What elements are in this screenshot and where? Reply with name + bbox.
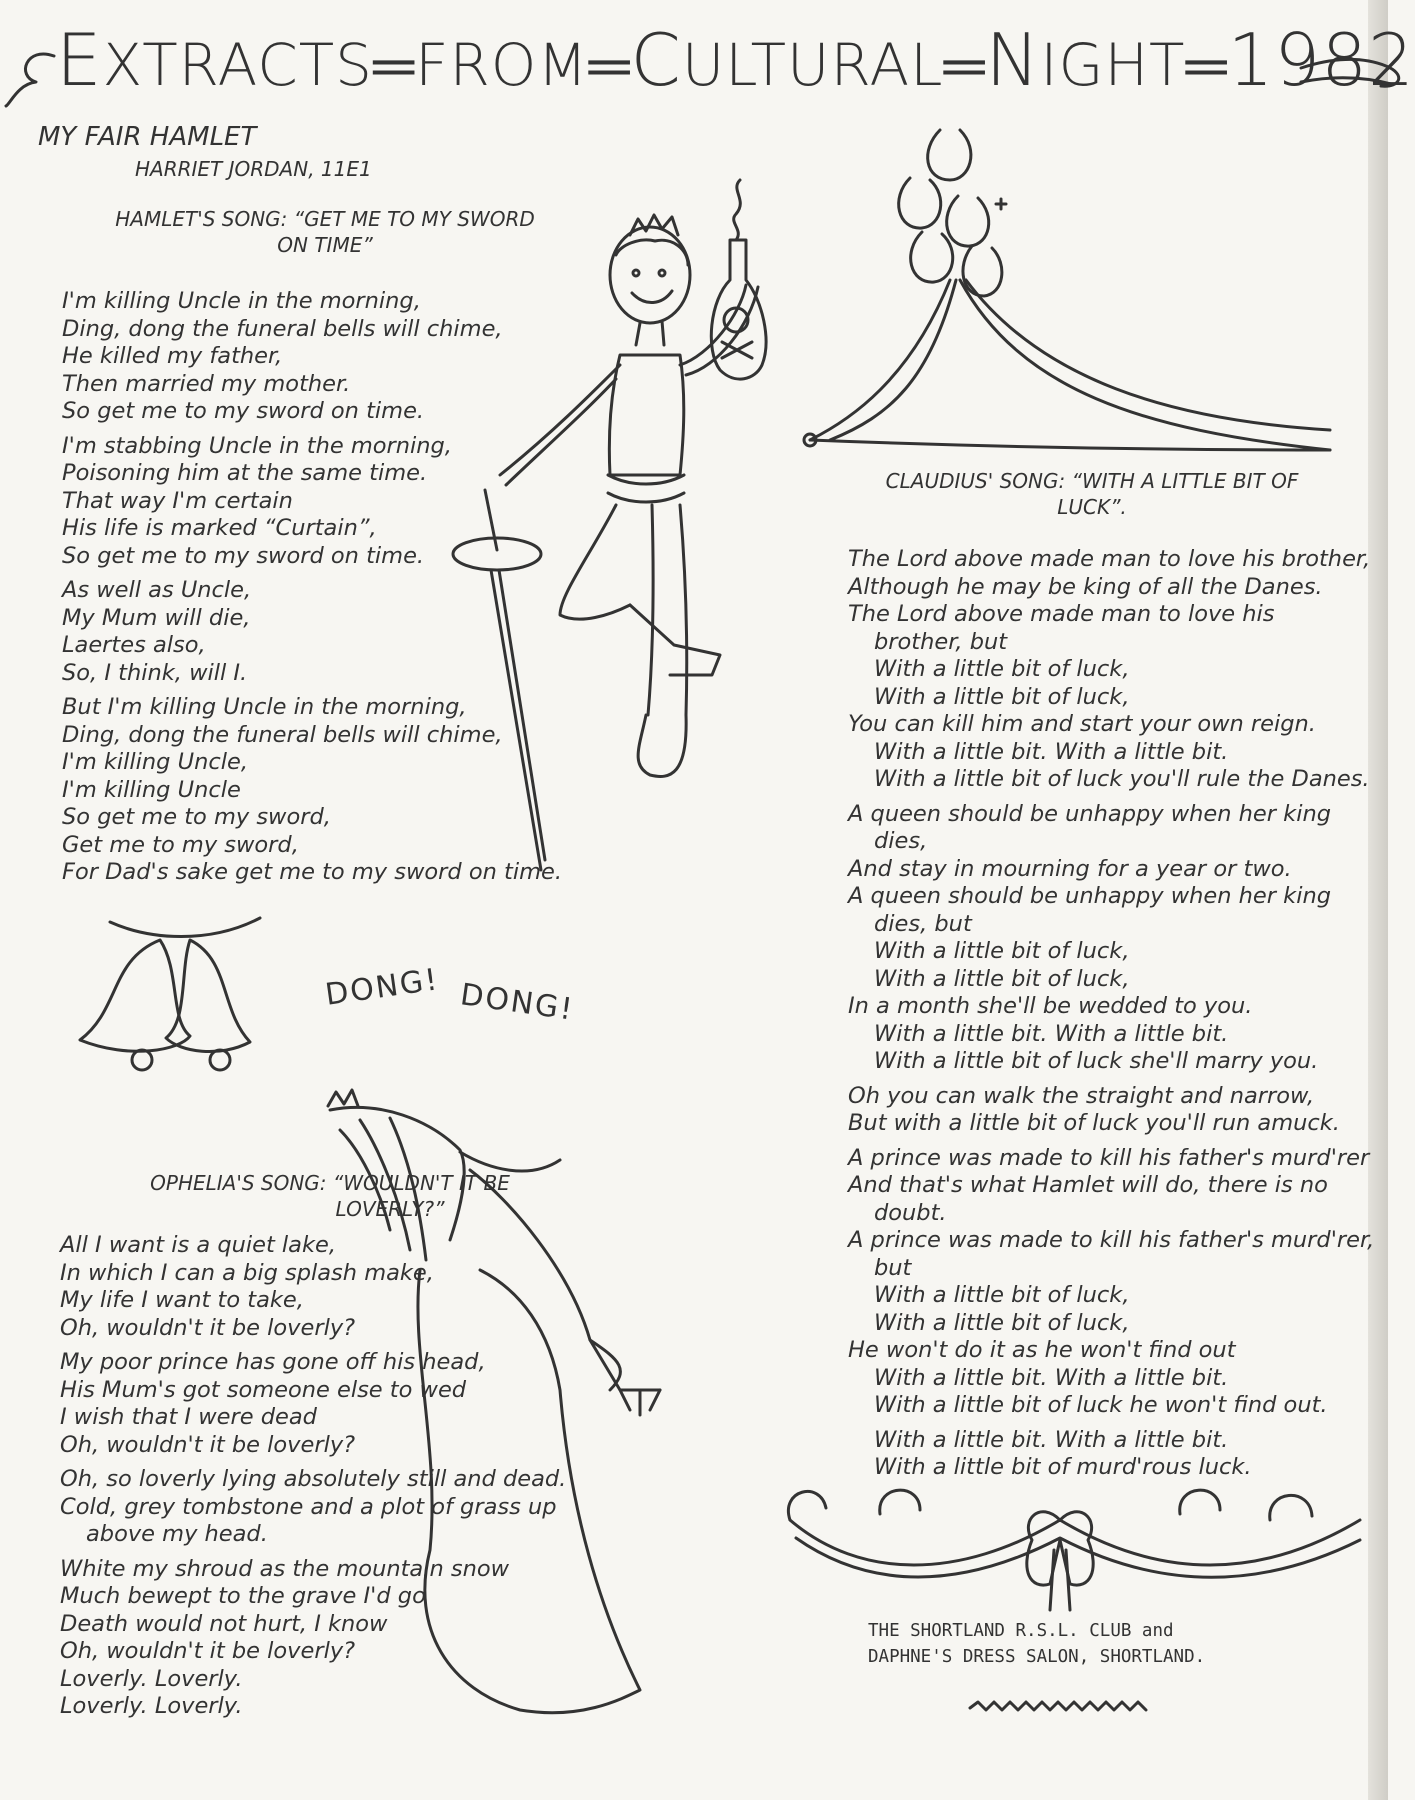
- ophelia-lyric-line: Loverly. Loverly.: [60, 1693, 243, 1719]
- horseshoe-canopy-drawing: [810, 120, 1330, 460]
- ophelia-lyric-line: All I want is a quiet lake,: [60, 1232, 336, 1258]
- claudius-lyric-line: With a little bit of luck,: [874, 965, 1130, 992]
- claudius-lyric-line: Although he may be king of all the Danes.: [848, 573, 1323, 600]
- claudius-lyric-stanza: [848, 546, 1374, 794]
- ophelia-lyric-line: My poor prince has gone off his head,: [60, 1349, 486, 1375]
- claudius-lyric-line: And stay in mourning for a year or two.: [848, 855, 1292, 882]
- hamlet-lyric-line: I'm killing Uncle,: [62, 749, 248, 775]
- hamlet-lyric-line: I'm killing Uncle in the morning,: [62, 288, 421, 314]
- horseshoe-garland-drawing: [760, 1460, 1380, 1610]
- hamlet-lyric-line: Poisoning him at the same time.: [62, 460, 428, 486]
- claudius-lyric-line: With a little bit of luck she'll marry you.: [874, 1048, 1319, 1074]
- claudius-lyric-line: With a little bit of luck you'll rule the Danes.: [874, 766, 1370, 792]
- hamlet-lyric-line: Then married my mother.: [62, 370, 351, 397]
- claudius-lyric-line: With a little bit of murd'rous luck.: [874, 1454, 1252, 1480]
- claudius-lyric-line: A prince was made to kill his father's murd'rer,: [848, 1227, 1375, 1253]
- hamlet-lyric-line: So get me to my sword,: [62, 804, 331, 830]
- ophelia-lyric-stanza: [60, 1349, 566, 1459]
- ophelia-song-lyrics: [60, 1232, 566, 1728]
- ophelia-lyric-line: above my head.: [86, 1521, 268, 1547]
- sword-icon: [445, 490, 565, 910]
- hamlet-lyric-line: My Mum will die,: [62, 604, 251, 631]
- ophelia-lyric-line: Much bewept to the grave I'd go: [60, 1583, 426, 1609]
- claudius-lyric-line: With a little bit of luck he won't find out.: [874, 1392, 1328, 1418]
- title-flourish-left-icon: [6, 46, 66, 116]
- dong-text-2: DONG!: [458, 977, 577, 1028]
- hamlet-lyric-line: He killed my father,: [62, 343, 283, 369]
- claudius-lyric-line: brother, but: [874, 628, 1008, 655]
- claudius-lyric-stanza: [848, 1083, 1374, 1138]
- claudius-lyric-line: But with a little bit of luck you'll run amuck.: [848, 1110, 1340, 1136]
- claudius-lyric-line: With a little bit of luck,: [874, 1282, 1130, 1308]
- dong-text-1: DONG!: [323, 962, 442, 1013]
- claudius-lyric-line: A queen should be unhappy when her king: [848, 883, 1332, 909]
- claudius-lyric-line: A prince was made to kill his father's murd'rer: [848, 1144, 1370, 1171]
- ophelia-song-heading: OPHELIA'S SONG: “WOULDN'T IT BE LOVERLY?”: [150, 1171, 510, 1221]
- claudius-lyric-line: The Lord above made man to love his: [848, 601, 1275, 627]
- claudius-lyric-line: With a little bit. With a little bit.: [874, 1020, 1229, 1047]
- ophelia-lyric-line: Oh, wouldn't it be loverly?: [60, 1314, 356, 1341]
- ophelia-lyric-line: Death would not hurt, I know: [60, 1610, 388, 1637]
- ophelia-lyric-line: Oh, so loverly lying absolutely still and dead.: [60, 1466, 567, 1492]
- claudius-song-lyrics: [848, 546, 1374, 1489]
- claudius-lyric-line: With a little bit of luck,: [874, 683, 1130, 710]
- ophelia-lyric-line: Loverly. Loverly.: [60, 1665, 243, 1692]
- claudius-lyric-line: Oh you can walk the straight and narrow,: [848, 1082, 1315, 1109]
- hamlet-lyric-line: Ding, dong the funeral bells will chime,: [62, 315, 503, 342]
- hamlet-lyric-line: So get me to my sword on time.: [62, 398, 425, 424]
- wedding-bells-drawing: [70, 910, 270, 1080]
- ophelia-lyric-stanza: [60, 1556, 566, 1721]
- hamlet-lyric-line: But I'm killing Uncle in the morning,: [62, 694, 467, 720]
- ophelia-lyric-stanza: [60, 1232, 566, 1342]
- ophelia-lyric-line: White my shroud as the mountain snow: [60, 1555, 510, 1582]
- page-title: EXTRACTS═FROM═CULTURAL═NIGHT═1982: [56, 18, 1356, 118]
- hamlet-lyric-line: As well as Uncle,: [62, 577, 252, 603]
- claudius-lyric-line: dies,: [874, 828, 928, 854]
- claudius-lyric-line: With a little bit of luck,: [874, 656, 1130, 682]
- claudius-lyric-stanza: [848, 801, 1374, 1076]
- hamlet-lyric-line: His life is marked “Curtain”,: [62, 515, 377, 541]
- play-title: MY FAIR HAMLET: [38, 122, 257, 152]
- ophelia-lyric-line: I wish that I were dead: [60, 1404, 317, 1430]
- hamlet-lyric-line: I'm killing Uncle: [62, 776, 241, 803]
- sponsor-text: THE SHORTLAND R.S.L. CLUB and DAPHNE'S DRESS SALON, SHORTLAND.: [868, 1621, 1206, 1667]
- hamlet-lyric-line: For Dad's sake get me to my sword on time.: [62, 859, 562, 885]
- hamlet-lyric-line: Laertes also,: [62, 632, 206, 658]
- claudius-lyric-line: With a little bit of luck,: [874, 1309, 1130, 1336]
- play-author: HARRIET JORDAN, 11E1: [135, 157, 372, 181]
- claudius-lyric-line: dies, but: [874, 910, 972, 937]
- claudius-lyric-line: And that's what Hamlet will do, there is no: [848, 1172, 1328, 1198]
- claudius-lyric-line: With a little bit. With a little bit.: [874, 1426, 1229, 1453]
- scribble-underline-icon: [970, 1698, 1240, 1718]
- ophelia-lyric-line: Cold, grey tombstone and a plot of grass up: [60, 1493, 557, 1520]
- ophelia-lyric-stanza: [60, 1466, 566, 1549]
- hamlet-lyric-line: So get me to my sword on time.: [62, 542, 425, 569]
- ophelia-lyric-line: In which I can a big splash make,: [60, 1259, 434, 1286]
- ophelia-lyric-line: My life I want to take,: [60, 1287, 304, 1313]
- claudius-lyric-line: You can kill him and start your own reign.: [848, 711, 1316, 737]
- hamlet-song-heading: HAMLET'S SONG: “GET ME TO MY SWORD ON TIME”: [115, 207, 535, 257]
- title-flourish-right-icon: [1301, 48, 1411, 98]
- hamlet-lyric-line: That way I'm certain: [62, 487, 293, 514]
- ophelia-lyric-line: Oh, wouldn't it be loverly?: [60, 1431, 356, 1458]
- claudius-lyric-line: With a little bit of luck,: [874, 938, 1130, 964]
- poison-bottle-icon: [700, 170, 780, 430]
- hamlet-lyric-line: I'm stabbing Uncle in the morning,: [62, 432, 452, 459]
- hamlet-lyric-line: Get me to my sword,: [62, 831, 299, 858]
- claudius-lyric-stanza: [848, 1145, 1374, 1420]
- claudius-lyric-line: In a month she'll be wedded to you.: [848, 993, 1253, 1019]
- claudius-lyric-line: The Lord above made man to love his brother,: [848, 546, 1371, 572]
- claudius-lyric-line: A queen should be unhappy when her king: [848, 800, 1332, 827]
- hamlet-lyric-line: Ding, dong the funeral bells will chime,: [62, 721, 503, 748]
- claudius-song-heading: CLAUDIUS' SONG: “WITH A LITTLE BIT OF LUCK”.: [885, 469, 1299, 519]
- hamlet-lyric-line: So, I think, will I.: [62, 659, 248, 686]
- claudius-lyric-line: He won't do it as he won't find out: [848, 1337, 1236, 1363]
- claudius-lyric-line: but: [874, 1254, 912, 1281]
- claudius-lyric-line: With a little bit. With a little bit.: [874, 738, 1229, 765]
- claudius-lyric-line: doubt.: [874, 1199, 947, 1226]
- ophelia-lyric-line: Oh, wouldn't it be loverly?: [60, 1638, 356, 1664]
- ophelia-lyric-line: His Mum's got someone else to wed: [60, 1376, 467, 1403]
- claudius-lyric-line: With a little bit. With a little bit.: [874, 1364, 1229, 1391]
